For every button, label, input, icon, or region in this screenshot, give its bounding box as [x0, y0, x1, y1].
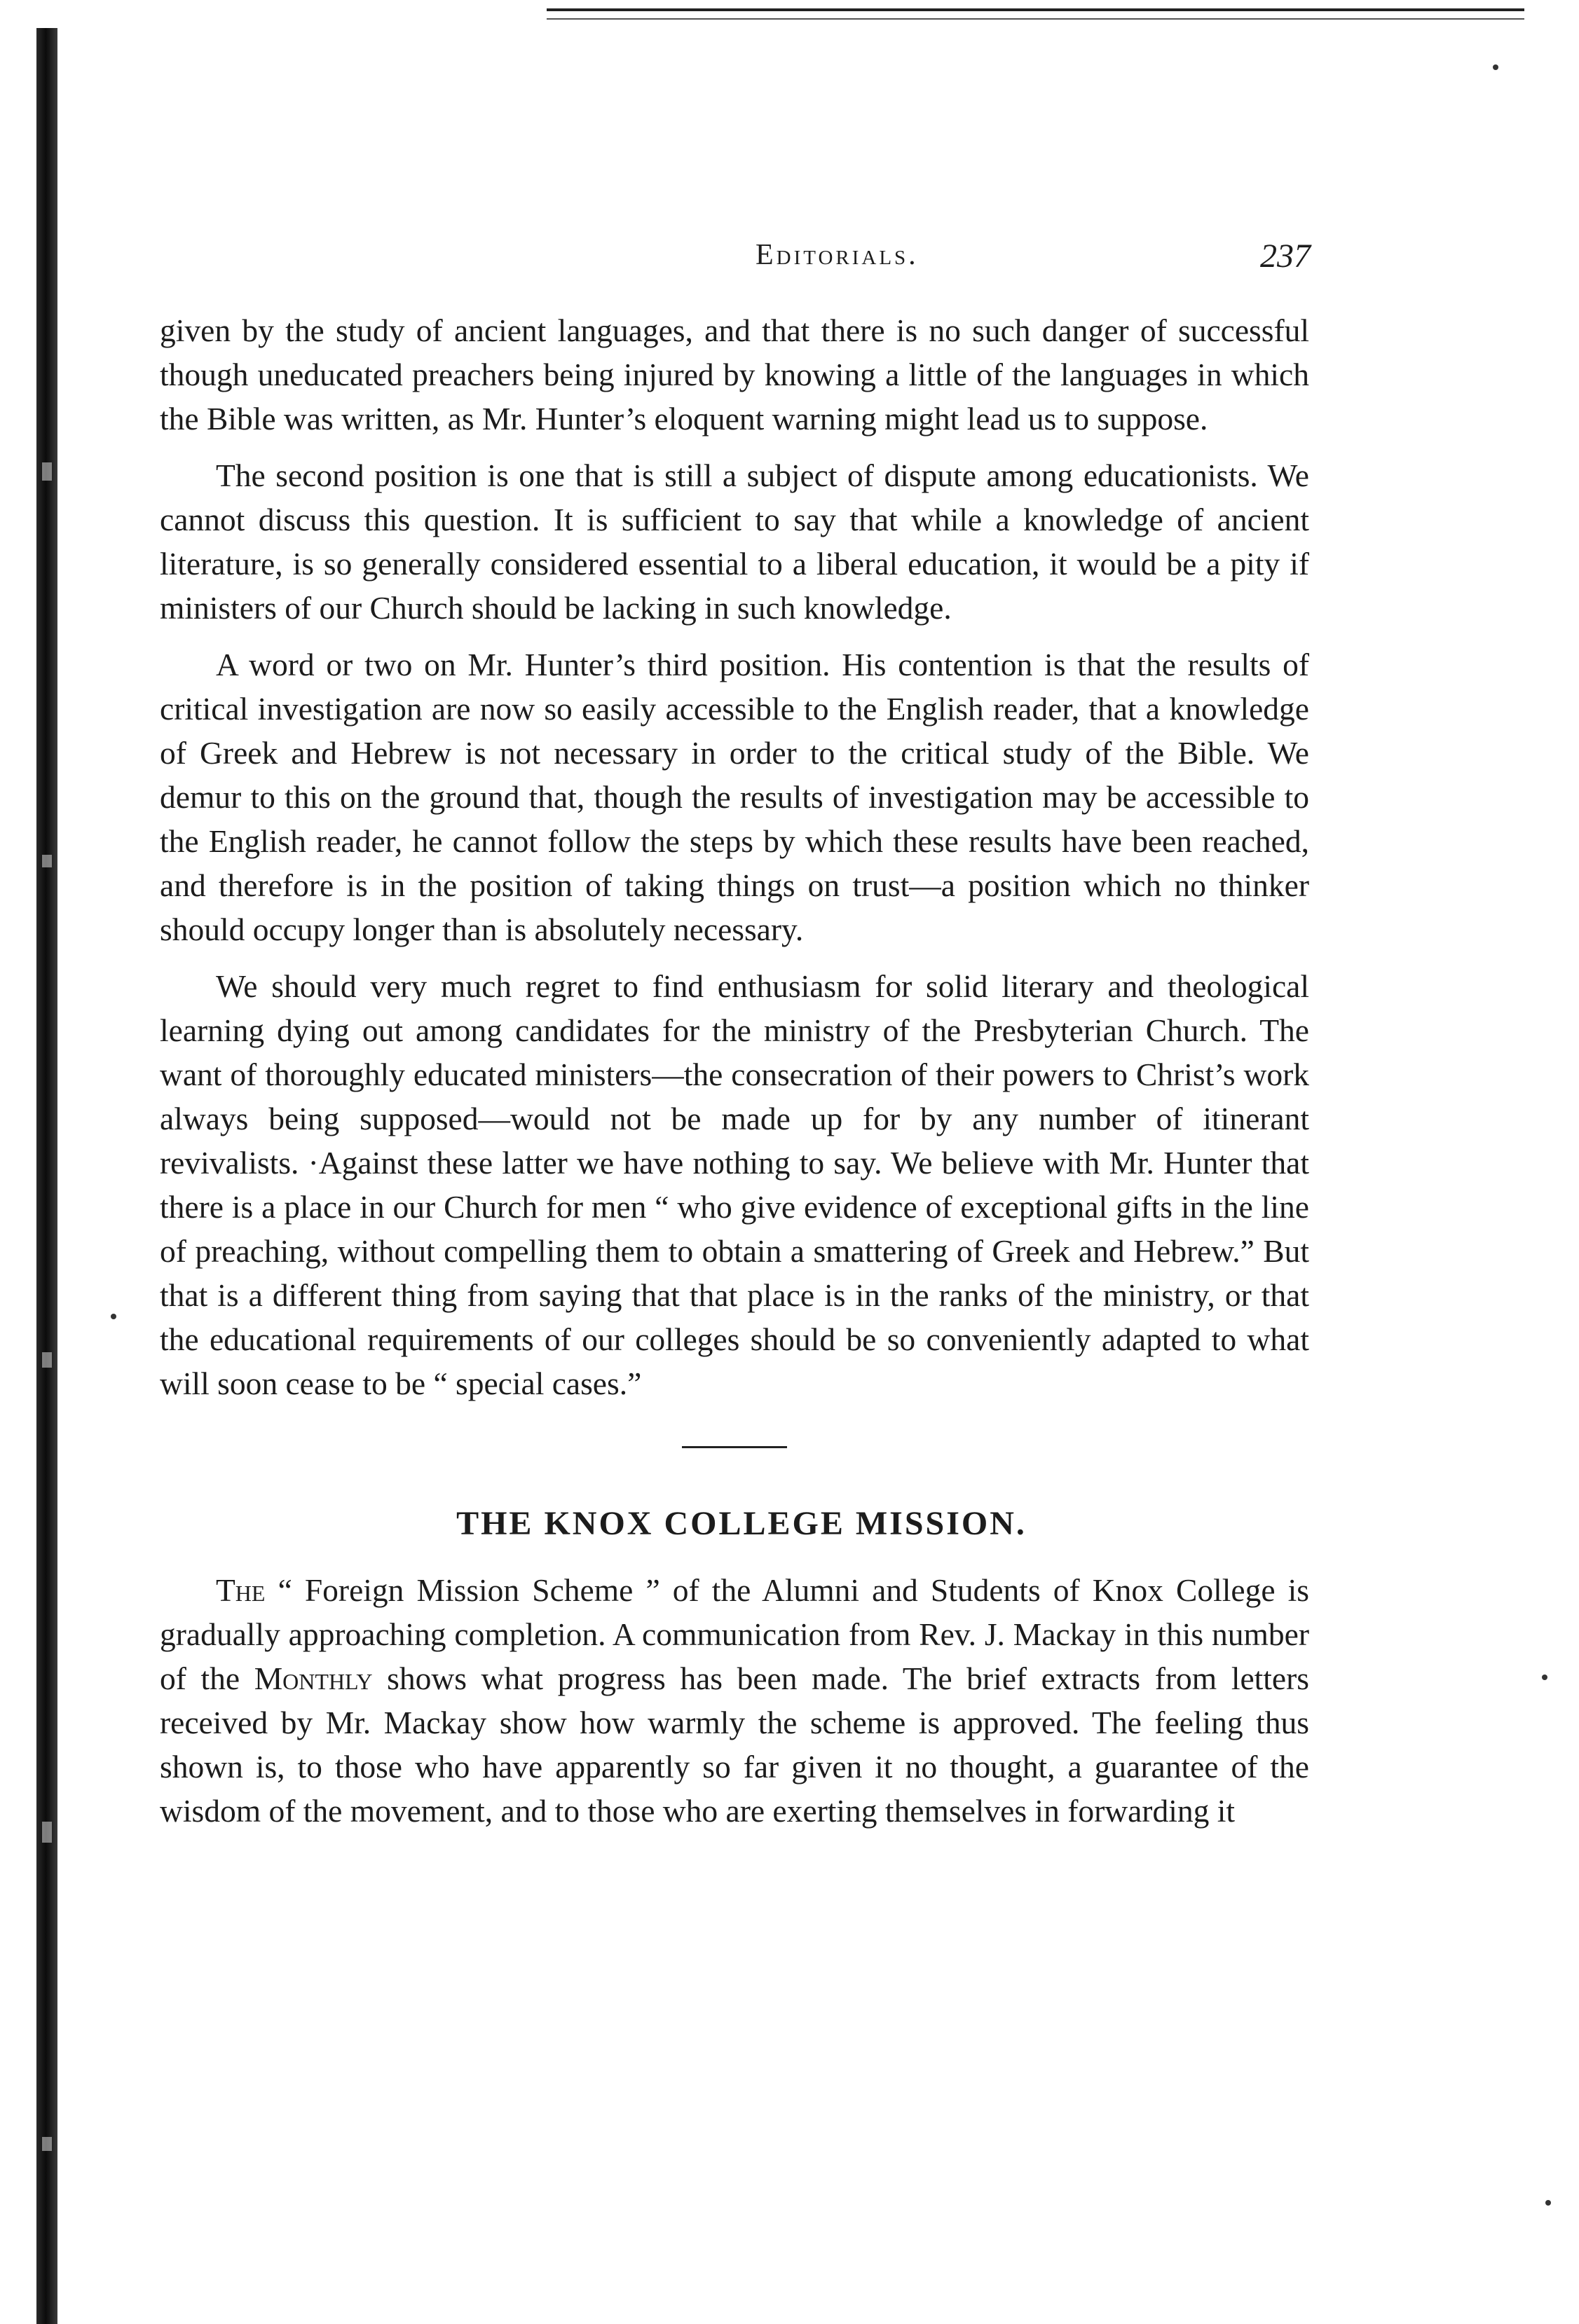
running-title: Editorials. [756, 239, 919, 271]
top-scan-rule [547, 8, 1524, 11]
lead-word: The [216, 1572, 266, 1608]
paragraph-third-position: A word or two on Mr. Hunter’s third position. His contention is that the results of critical investigation are now so easily accessible to the English reader, that a knowledge of Greek and Hebrew is not necessary in order to the critical study of the Bible. We demur to this on the ground that, though the results of investigation may be accessible to the English reader, he cannot follow the steps by which these results have been reached, and therefore is in the position of taking things on trust—a position which no thinker should occupy longer than is absolutely necessary. [160, 647, 1309, 947]
scan-speck [1493, 64, 1498, 70]
paragraph-second-position: The second position is one that is still a subject of dispute among educationists. We cannot discuss this question. It is sufficient to say that while a knowledge of ancient literature, is so generally considered essential to a liberal education, it would be a pity if ministers of our Church should be lacking in such knowledge. [160, 458, 1309, 626]
opening-text-part-2: shows what progress has been made. The brief extracts from letters received by Mr. Mackay show how warmly the scheme is approved. The feeling thus shown is, to those who have apparently so far given it no thought, a guarantee of the wisdom of the movement, and to those who are exerting themselves in forwarding it [160, 1661, 1309, 1829]
page-number: 237 [1260, 238, 1311, 275]
running-head [160, 231, 1309, 280]
section-opening-paragraph [160, 1568, 1309, 1833]
page-binding-edge [36, 28, 57, 2324]
monthly-small-caps: Monthly [254, 1661, 373, 1696]
top-scan-rule-thin [547, 18, 1524, 20]
section-divider [682, 1446, 787, 1448]
paragraph-closing: We should very much regret to find enthusiasm for solid literary and theological learning dying out among candidates for the ministry of the Presbyterian Church. The want of thoroughly educated ministers—the consecration of their powers to Christ’s work always being supposed—would not be made up for by any number of itinerant revivalists. ·Against these latter we have nothing to say. We believe with Mr. Hunter that there is a place in our Church for men “ who give evidence of exceptional gifts in the line of preaching, without compelling them to obtain a smattering of Greek and Hebrew.” But that is a different thing from saying that that place is in the ranks of the ministry, or that the educational requirements of our colleges should be so conveniently adapted to what will soon cease to be “ special cases.” [160, 968, 1309, 1401]
article-body [160, 308, 1309, 1845]
scan-speck [111, 1314, 116, 1319]
section-title: THE KNOX COLLEGE MISSION. [456, 1505, 1027, 1542]
paragraph-continuation: given by the study of ancient languages, and that there is no such danger of successful though uneducated preachers being injured by knowing a little of the languages in which the Bible was written, as Mr. Hunter’s eloquent warning might lead us to suppose. [160, 312, 1309, 436]
opening-text-part-1: “ Foreign Mission Scheme ” of the Alumni and Students of Knox College is gradually approaching completion. A communication from Rev. J. Mackay in this number of the [160, 1572, 1309, 1696]
scan-speck [1545, 2200, 1551, 2206]
scan-speck [1542, 1675, 1547, 1680]
